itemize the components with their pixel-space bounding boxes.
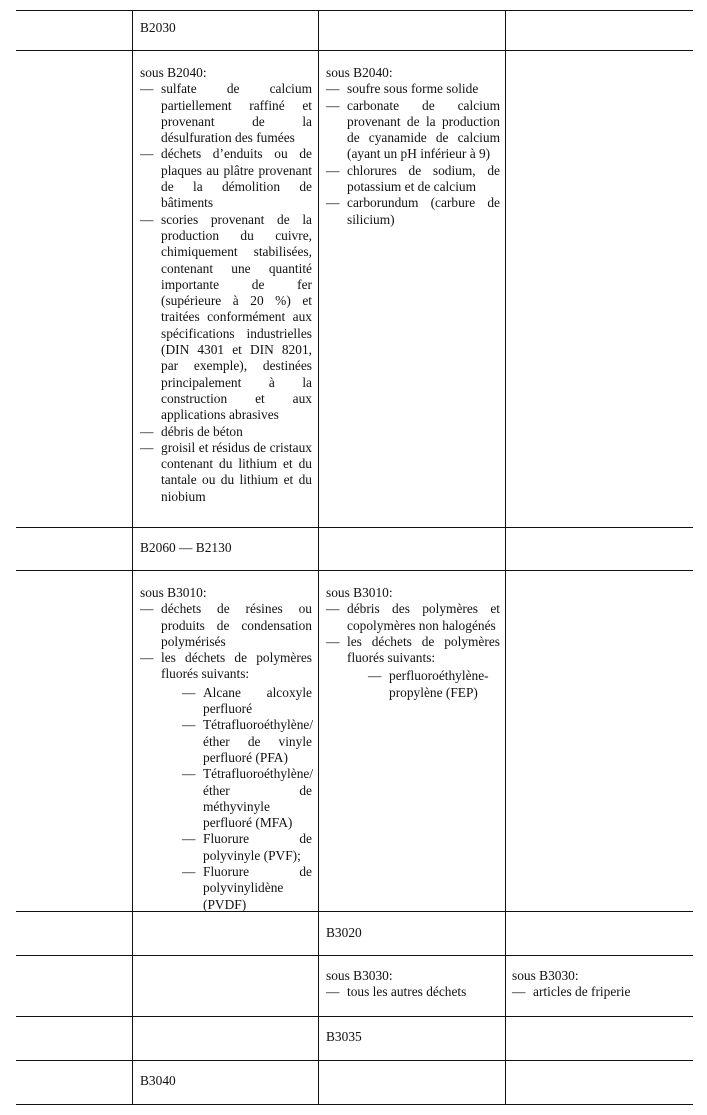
- table-rule: [16, 1016, 693, 1017]
- sub-list-item: — Fluorure de polyvinyle (PVF);: [182, 831, 312, 864]
- list-item: — chlorures de sodium, de potassium et de calcium: [326, 163, 500, 196]
- column-rule: [318, 10, 319, 1105]
- list-item-label: les déchets de polymères fluorés suivants:: [347, 633, 500, 666]
- table-rule: [16, 570, 693, 571]
- list-item: — sulfate de calcium partiellement raffiné et provenant de la désulfuration des fumées: [140, 81, 312, 146]
- waste-code: B3035: [326, 1029, 362, 1044]
- list-item: [140, 650, 312, 913]
- list-item: — scories provenant de la production du cuivre, chimiquement stabilisées, contenant une quantité importante de fer (supérieure à 20 %) et traitées conformément aux spécifications industrielles (DIN 4301 et DIN 8201, par exemple), destinées principalement à la construction et aux applications abrasives: [140, 212, 312, 424]
- waste-list-cell: [140, 65, 312, 505]
- cell-heading: sous B3010:: [140, 585, 207, 600]
- cell-heading: sous B3030:: [326, 968, 393, 983]
- table-rule: [16, 955, 693, 956]
- column-rule: [132, 10, 133, 1105]
- cell-heading: sous B3030:: [512, 968, 579, 983]
- sub-list-item: — Tétrafluoroéthylène/ éther de méthyvinyle perfluoré (MFA): [182, 766, 312, 831]
- waste-list-cell: [326, 65, 500, 228]
- waste-code-range: B2060 — B2130: [140, 540, 232, 555]
- table-rule: [16, 50, 693, 51]
- waste-list-cell: [140, 585, 312, 913]
- list-item-label: les déchets de polymères fluorés suivants:: [161, 650, 312, 682]
- list-item: — carbonate de calcium provenant de la production de cyanamide de calcium (ayant un pH inférieur à 9): [326, 98, 500, 163]
- table-rule: [16, 527, 693, 528]
- waste-list: [140, 81, 312, 505]
- waste-code: B3040: [140, 1073, 176, 1088]
- cell-heading: sous B3010:: [326, 585, 393, 600]
- waste-list: [140, 601, 312, 913]
- sub-list-item: — Tétrafluoroéthylène/ éther de vinyle perfluoré (PFA): [182, 717, 312, 766]
- list-item: — carborundum (carbure de silicium): [326, 195, 500, 228]
- waste-list-cell: [512, 968, 684, 1001]
- list-item: — déchets de résines ou produits de condensation polymérisés: [140, 601, 312, 650]
- cell-heading: sous B2040:: [140, 65, 207, 80]
- table-rule: [16, 1104, 693, 1105]
- cell-heading: sous B2040:: [326, 65, 393, 80]
- column-rule: [505, 10, 506, 1105]
- waste-list-cell: [326, 585, 500, 701]
- waste-code: B3020: [326, 925, 362, 940]
- list-item: — soufre sous forme solide: [326, 81, 500, 97]
- waste-list: [512, 984, 684, 1000]
- list-item: — articles de friperie: [512, 984, 684, 1000]
- table-rule: [16, 1060, 693, 1061]
- waste-list: [326, 81, 500, 228]
- table-rule: [16, 911, 693, 912]
- waste-list: [326, 984, 500, 1000]
- list-item: — groisil et résidus de cristaux contenant du lithium et du tantale ou du lithium et du niobium: [140, 440, 312, 505]
- sub-list-item: — Fluorure de polyvinylidène (PVDF): [182, 864, 312, 913]
- sub-list-item: — perfluoroéthylène-propylène (FEP): [368, 668, 500, 701]
- sub-list-item: — Alcane alcoxyle perfluoré: [182, 685, 312, 718]
- list-item: [326, 634, 500, 701]
- table-rule: [16, 10, 693, 11]
- waste-list: [326, 601, 500, 701]
- list-item: — débris de béton: [140, 424, 312, 440]
- list-item: — débris des polymères et copolymères non halogénés: [326, 601, 500, 634]
- sub-list: [182, 685, 312, 913]
- waste-list-cell: [326, 968, 500, 1001]
- list-item: — tous les autres déchets: [326, 984, 500, 1000]
- waste-code: B2030: [140, 20, 176, 35]
- list-item: — déchets d’enduits ou de plaques au plâtre provenant de la démolition de bâtiments: [140, 146, 312, 211]
- sub-list: [368, 668, 500, 701]
